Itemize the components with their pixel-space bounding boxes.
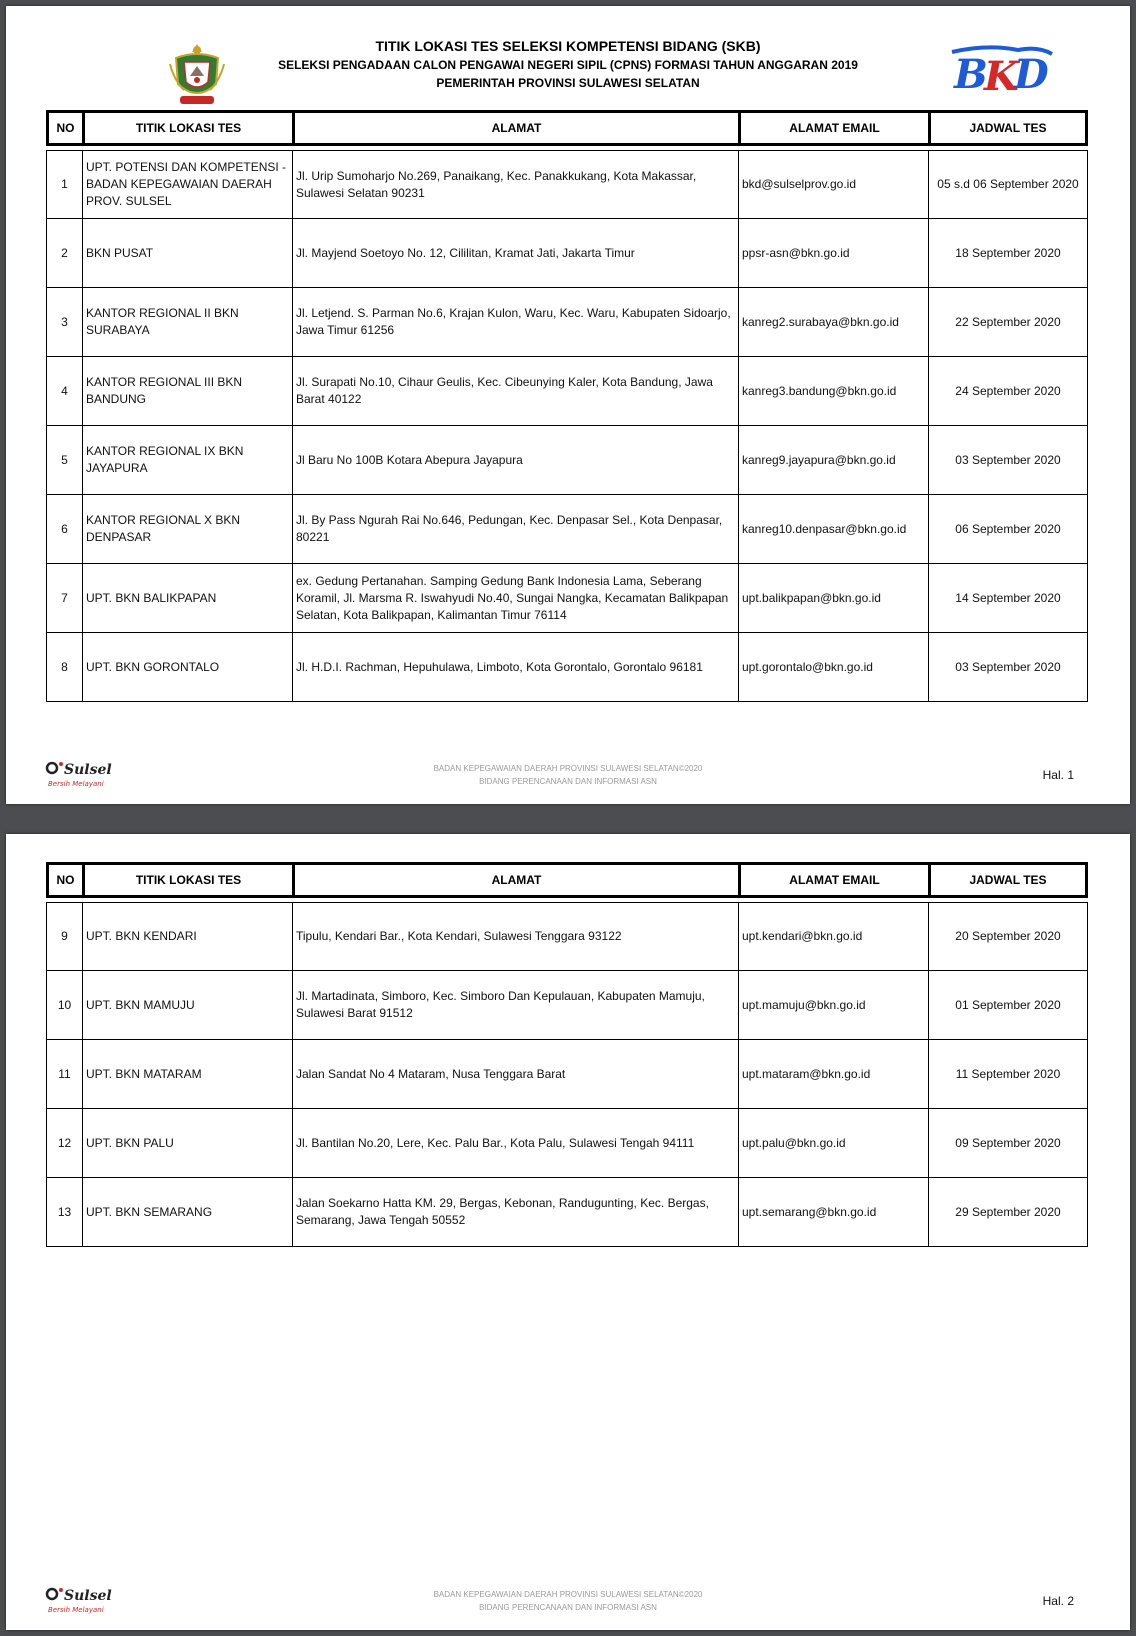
row-location: UPT. POTENSI DAN KOMPETENSI - BADAN KEPEGAWAIAN DAERAH PROV. SULSEL [82,150,292,219]
column-header-schedule: JADWAL TES [928,110,1088,146]
svg-text:B: B [954,51,988,98]
row-address: Jl. H.D.I. Rachman, Hepuhulawa, Limboto, Kota Gorontalo, Gorontalo 96181 [292,633,738,702]
row-number: 8 [46,633,82,702]
table-header-row [46,862,1088,898]
column-header-location: TITIK LOKASI TES [82,110,292,146]
table-row [46,495,1088,564]
document-subtitle-2: PEMERINTAH PROVINSI SULAWESI SELATAN [436,76,700,90]
svg-text:Bersih Melayani: Bersih Melayani [48,780,104,788]
svg-text:Sulsel: Sulsel [64,762,112,778]
row-email[interactable]: upt.balikpapan@bkn.go.id [738,564,928,633]
row-email[interactable]: kanreg3.bandung@bkn.go.id [738,357,928,426]
row-number: 7 [46,564,82,633]
table-row [46,150,1088,219]
table-row [46,1178,1088,1247]
column-header-no: NO [46,862,82,898]
row-schedule: 18 September 2020 [928,219,1088,288]
column-header-schedule: JADWAL TES [928,862,1088,898]
table-row [46,1109,1088,1178]
row-number: 3 [46,288,82,357]
row-email[interactable]: kanreg2.surabaya@bkn.go.id [738,288,928,357]
row-email[interactable]: kanreg9.jayapura@bkn.go.id [738,426,928,495]
column-header-address: ALAMAT [292,110,738,146]
table-row [46,357,1088,426]
footer-line-2: BIDANG PERENCANAAN DAN INFORMASI ASN [479,1603,657,1612]
svg-text:Sulsel: Sulsel [64,1588,112,1604]
svg-text:D: D [1014,51,1049,98]
column-header-email: ALAMAT EMAIL [738,110,928,146]
row-address: Jl. By Pass Ngurah Rai No.646, Pedungan, Kec. Denpasar Sel., Kota Denpasar, 80221 [292,495,738,564]
row-number: 2 [46,219,82,288]
row-address: Jl. Surapati No.10, Cihaur Geulis, Kec. Cibeunying Kaler, Kota Bandung, Jawa Barat 40122 [292,357,738,426]
row-email[interactable]: bkd@sulselprov.go.id [738,150,928,219]
row-location: BKN PUSAT [82,219,292,288]
row-email[interactable]: upt.mataram@bkn.go.id [738,1040,928,1109]
row-email[interactable]: upt.gorontalo@bkn.go.id [738,633,928,702]
row-number: 13 [46,1178,82,1247]
row-number: 6 [46,495,82,564]
footer-institution [6,762,1130,788]
row-schedule: 22 September 2020 [928,288,1088,357]
table-row [46,971,1088,1040]
page-number: Hal. 2 [1042,1594,1074,1608]
row-address: Jalan Soekarno Hatta KM. 29, Bergas, Kebonan, Randugunting, Kec. Bergas, Semarang, Jawa Tengah 50552 [292,1178,738,1247]
row-schedule: 01 September 2020 [928,971,1088,1040]
row-location: KANTOR REGIONAL II BKN SURABAYA [82,288,292,357]
row-address: Jl Baru No 100B Kotara Abepura Jayapura [292,426,738,495]
row-schedule: 20 September 2020 [928,902,1088,971]
row-location: UPT. BKN SEMARANG [82,1178,292,1247]
column-header-address: ALAMAT [292,862,738,898]
row-number: 10 [46,971,82,1040]
row-number: 11 [46,1040,82,1109]
footer-line-1: BADAN KEPEGAWAIAN DAERAH PROVINSI SULAWESI SELATAN©2020 [433,764,703,773]
row-address: Jl. Mayjend Soetoyo No. 12, Cililitan, Kramat Jati, Jakarta Timur [292,219,738,288]
page-header [6,6,1130,116]
row-location: UPT. BKN KENDARI [82,902,292,971]
table-row [46,633,1088,702]
row-email[interactable]: upt.palu@bkn.go.id [738,1109,928,1178]
row-address: Tipulu, Kendari Bar., Kota Kendari, Sulawesi Tenggara 93122 [292,902,738,971]
row-number: 4 [46,357,82,426]
row-location: KANTOR REGIONAL IX BKN JAYAPURA [82,426,292,495]
row-schedule: 29 September 2020 [928,1178,1088,1247]
page-number: Hal. 1 [1042,768,1074,782]
row-number: 9 [46,902,82,971]
table-row [46,219,1088,288]
row-email[interactable]: kanreg10.denpasar@bkn.go.id [738,495,928,564]
table-row [46,426,1088,495]
column-header-no: NO [46,110,82,146]
row-location: KANTOR REGIONAL X BKN DENPASAR [82,495,292,564]
row-schedule: 03 September 2020 [928,426,1088,495]
row-location: UPT. BKN MAMUJU [82,971,292,1040]
column-header-email: ALAMAT EMAIL [738,862,928,898]
table-header-row [46,110,1088,146]
test-location-table [46,862,1088,1247]
row-number: 5 [46,426,82,495]
document-page-2 [6,834,1130,1630]
row-email[interactable]: ppsr-asn@bkn.go.id [738,219,928,288]
row-location: UPT. BKN GORONTALO [82,633,292,702]
row-address: Jalan Sandat No 4 Mataram, Nusa Tenggara Barat [292,1040,738,1109]
bkd-logo-icon [948,42,1058,98]
row-schedule: 11 September 2020 [928,1040,1088,1109]
row-schedule: 14 September 2020 [928,564,1088,633]
row-schedule: 05 s.d 06 September 2020 [928,150,1088,219]
row-number: 1 [46,150,82,219]
row-address: Jl. Martadinata, Simboro, Kec. Simboro Dan Kepulauan, Kabupaten Mamuju, Sulawesi Barat 91512 [292,971,738,1040]
table-row [46,902,1088,971]
row-schedule: 09 September 2020 [928,1109,1088,1178]
row-location: KANTOR REGIONAL III BKN BANDUNG [82,357,292,426]
document-subtitle: SELEKSI PENGADAAN CALON PENGAWAI NEGERI SIPIL (CPNS) FORMASI TAHUN ANGGARAN 2019 [278,58,858,72]
test-location-table [46,110,1088,702]
footer-line-2: BIDANG PERENCANAAN DAN INFORMASI ASN [479,777,657,786]
document-page-1 [6,6,1130,804]
footer-line-1: BADAN KEPEGAWAIAN DAERAH PROVINSI SULAWESI SELATAN©2020 [433,1590,703,1599]
table-row [46,1040,1088,1109]
row-number: 12 [46,1109,82,1178]
row-email[interactable]: upt.semarang@bkn.go.id [738,1178,928,1247]
table-row [46,288,1088,357]
row-schedule: 03 September 2020 [928,633,1088,702]
row-location: UPT. BKN BALIKPAPAN [82,564,292,633]
row-address: Jl. Urip Sumoharjo No.269, Panaikang, Kec. Panakkukang, Kota Makassar, Sulawesi Selatan 90231 [292,150,738,219]
svg-text:Bersih Melayani: Bersih Melayani [48,1606,104,1614]
document-title: TITIK LOKASI TES SELEKSI KOMPETENSI BIDANG (SKB) [375,38,761,54]
row-location: UPT. BKN PALU [82,1109,292,1178]
svg-text:K: K [984,53,1019,98]
table-row [46,564,1088,633]
row-location: UPT. BKN MATARAM [82,1040,292,1109]
row-address: Jl. Bantilan No.20, Lere, Kec. Palu Bar., Kota Palu, Sulawesi Tengah 94111 [292,1109,738,1178]
row-email[interactable]: upt.kendari@bkn.go.id [738,902,928,971]
row-schedule: 24 September 2020 [928,357,1088,426]
row-schedule: 06 September 2020 [928,495,1088,564]
column-header-location: TITIK LOKASI TES [82,862,292,898]
row-address: ex. Gedung Pertanahan. Samping Gedung Bank Indonesia Lama, Seberang Koramil, Jl. Marsma R. Iswahyudi No.40, Sungai Nangka, Kecamatan Balikpapan Selatan, Kota Balikpapan, Kalimantan Timur 76114 [292,564,738,633]
footer-institution [6,1588,1130,1614]
row-email[interactable]: upt.mamuju@bkn.go.id [738,971,928,1040]
row-address: Jl. Letjend. S. Parman No.6, Krajan Kulon, Waru, Kec. Waru, Kabupaten Sidoarjo, Jawa Timur 61256 [292,288,738,357]
